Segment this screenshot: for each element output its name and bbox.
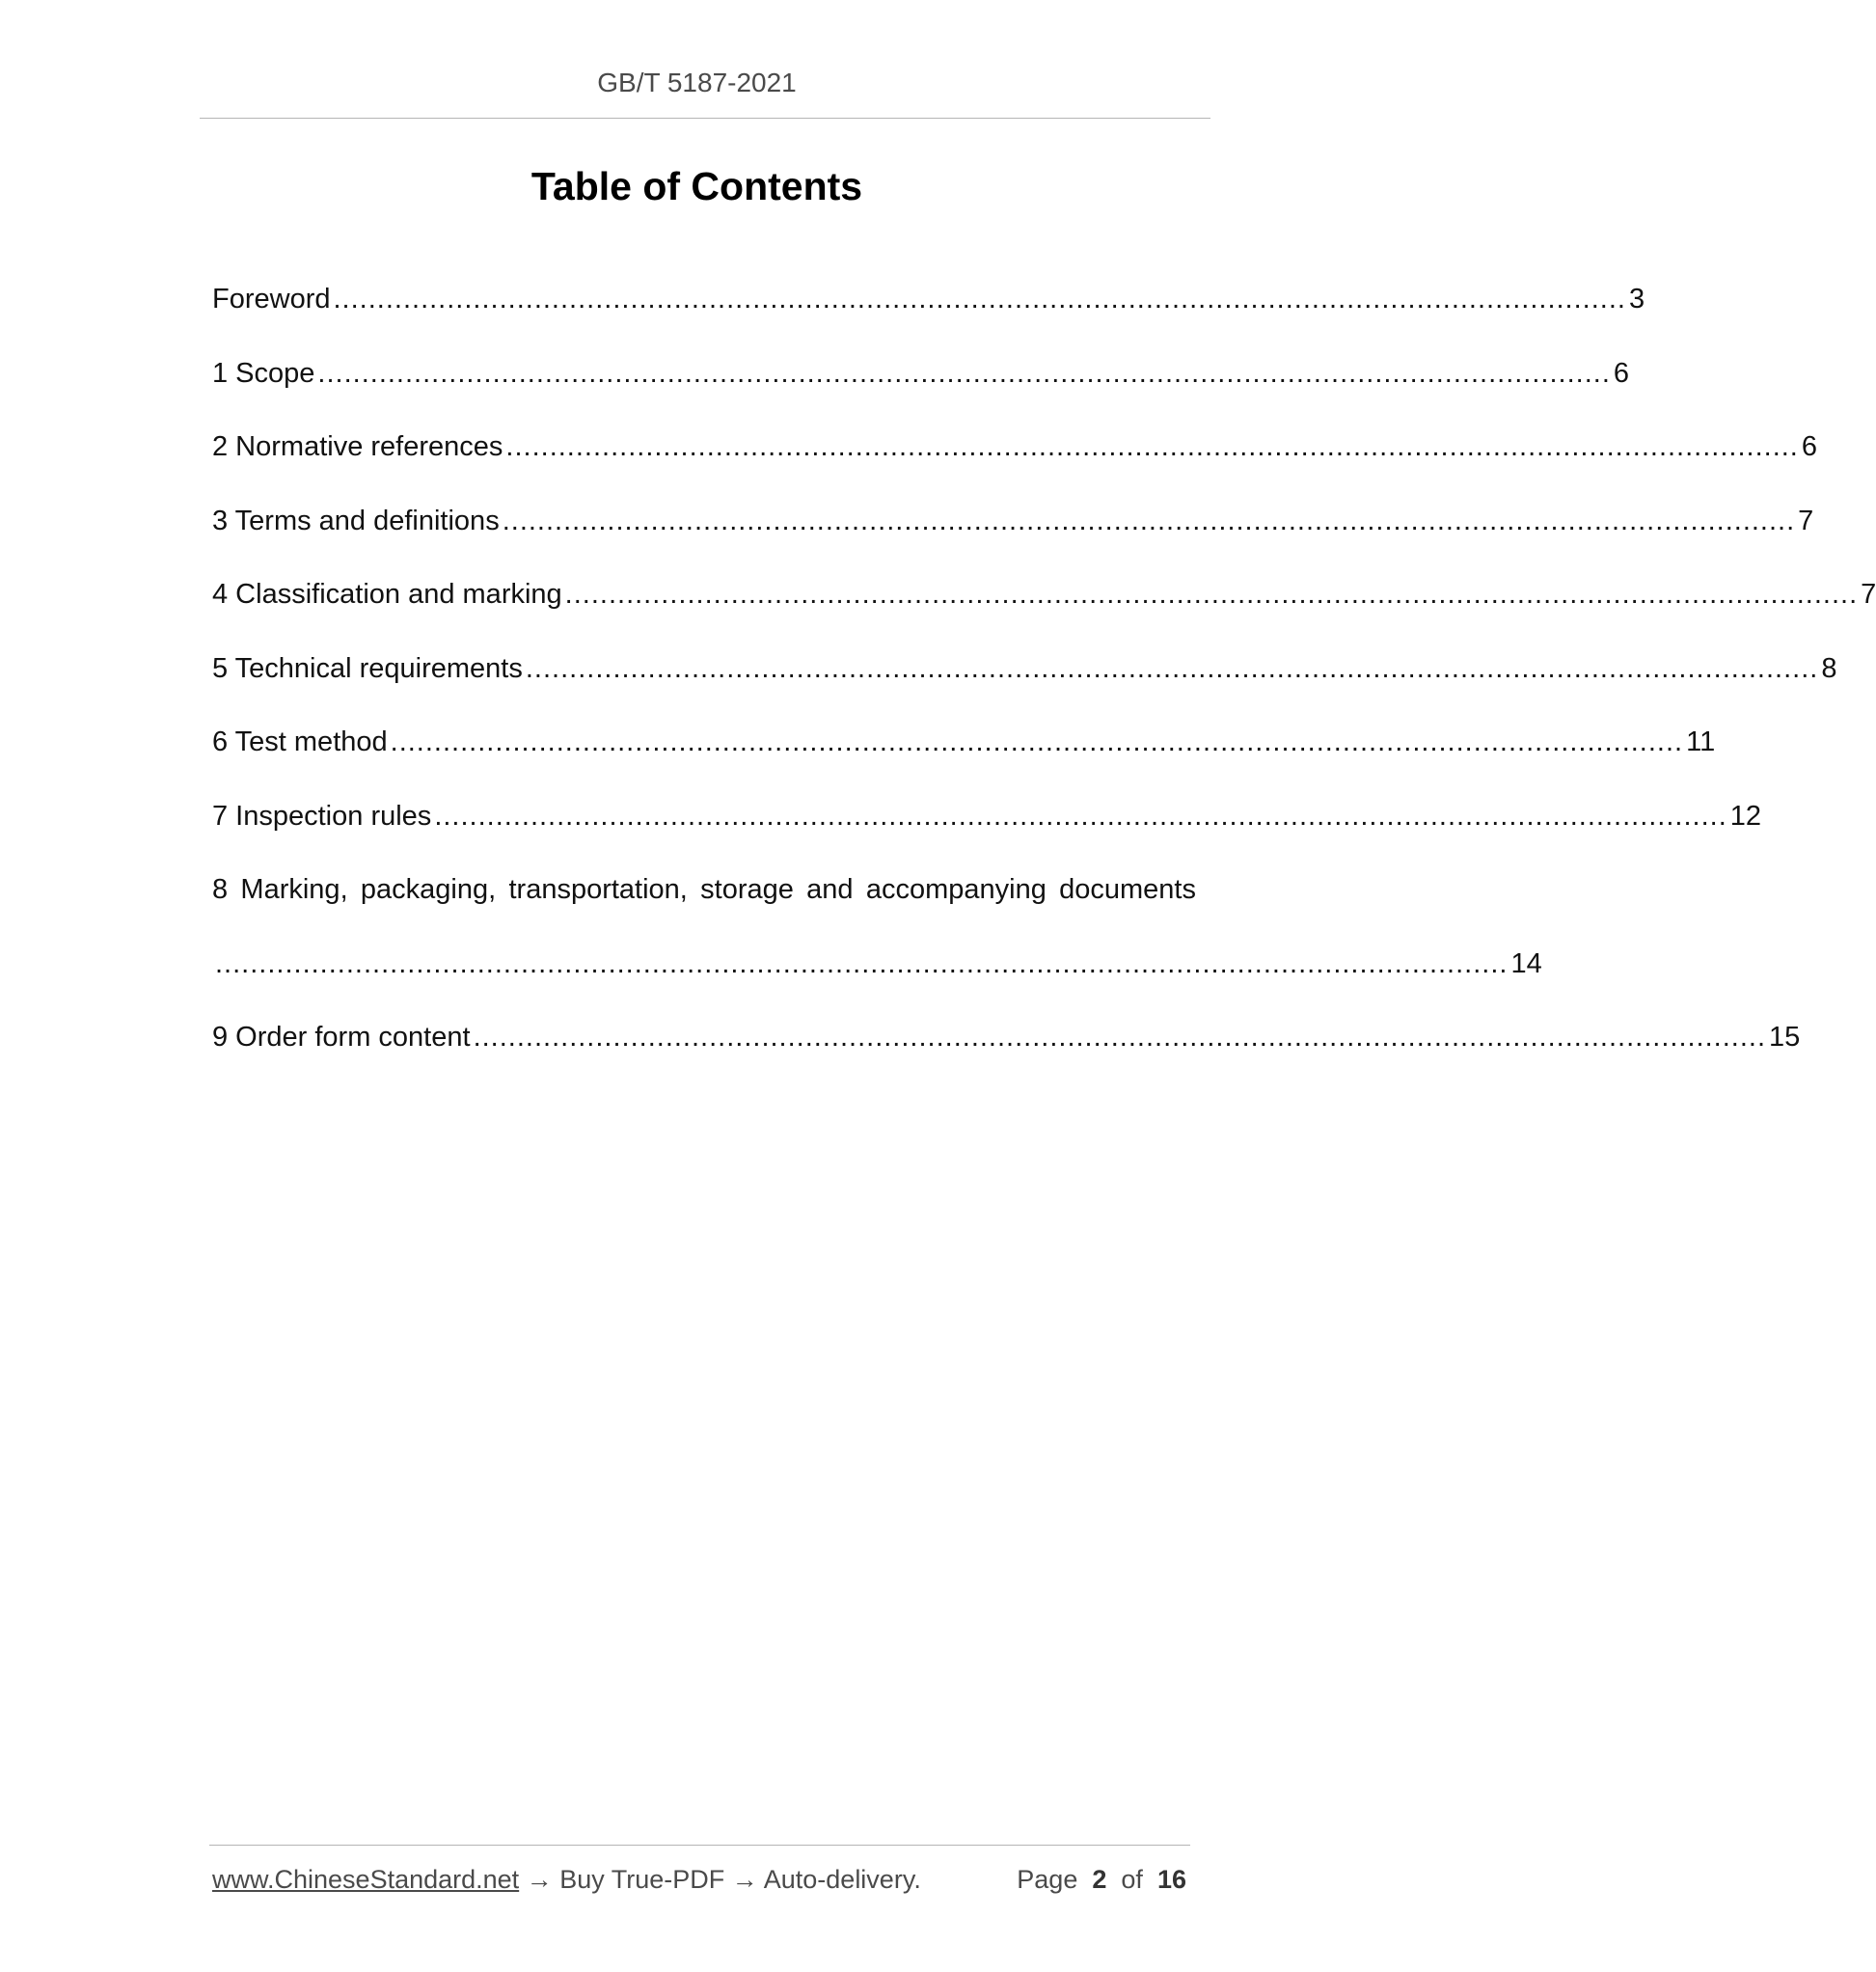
toc-title: Table of Contents <box>530 164 863 208</box>
dot-leader: .................................................................................................................................................... <box>502 505 1796 536</box>
current-page: 2 <box>1092 1865 1107 1894</box>
toc-entry-page: 6 <box>1613 357 1630 389</box>
toc-entry-page: 8 <box>1821 652 1837 684</box>
dot-leader: .................................................................................................................................................... <box>505 431 1799 462</box>
of-word: of <box>1121 1865 1143 1894</box>
toc-entry-test-method[interactable] <box>212 723 1716 797</box>
toc-entry-page: 14 <box>1510 947 1542 979</box>
header-divider <box>200 118 1210 119</box>
toc-entry-label: 5 Technical requirements <box>212 652 523 684</box>
toc-entry-label: 4 Classification and marking <box>212 579 562 610</box>
dot-leader: .................................................................................................................................................... <box>564 579 1859 610</box>
dot-leader: .................................................................................................................................................... <box>434 800 1727 832</box>
toc-entry-label: Foreword <box>212 284 331 315</box>
dot-leader: .................................................................................................................................................... <box>333 284 1626 315</box>
toc-entry-label: 1 Scope <box>212 357 315 389</box>
toc-entry-page: 6 <box>1801 431 1818 462</box>
document-code-header: GB/T 5187-2021 <box>597 68 797 97</box>
dot-leader: .................................................................................................................................................... <box>317 357 1611 389</box>
toc-entry-scope[interactable] <box>212 354 1630 428</box>
toc-entry-technical-requirements[interactable] <box>212 649 1837 724</box>
site-link[interactable]: www.ChineseStandard.net <box>212 1865 520 1894</box>
toc-entry-page: 7 <box>1861 579 1876 610</box>
toc-entry-normative-references[interactable] <box>212 427 1818 502</box>
promo-text: → Buy True-PDF → Auto-delivery. <box>519 1865 921 1894</box>
toc-entry-foreword[interactable] <box>212 280 1645 354</box>
toc-entry-label: 6 Test method <box>212 726 388 757</box>
total-pages: 16 <box>1156 1865 1186 1894</box>
toc-entry-page: 7 <box>1798 505 1814 536</box>
toc-entry-page: 15 <box>1769 1022 1801 1053</box>
toc-entry-page: 11 <box>1686 726 1716 757</box>
toc-entry-label: 9 Order form content <box>212 1022 471 1053</box>
toc-entry-label: 7 Inspection rules <box>212 800 432 832</box>
toc-entry-label: 2 Normative references <box>212 431 503 462</box>
page-number <box>1017 1865 1186 1895</box>
dot-leader: .................................................................................................................................................... <box>390 726 1684 757</box>
toc-entry-page: 3 <box>1628 284 1645 315</box>
toc-entry-terms-and-definitions[interactable] <box>212 502 1814 576</box>
toc-entry-inspection-rules[interactable] <box>212 797 1762 871</box>
toc-entry-order-form-content[interactable] <box>212 1018 1801 1092</box>
dot-leader: .................................................................................................................................................... <box>525 652 1819 684</box>
page-word: Page <box>1017 1865 1078 1894</box>
dot-leader: .................................................................................................................................................... <box>215 947 1509 979</box>
page-footer <box>212 1865 1186 1895</box>
toc-entry-page: 12 <box>1729 800 1762 832</box>
toc-entry-continuation <box>212 945 1542 1019</box>
footer-promo <box>212 1865 921 1895</box>
toc-entry-label: 3 Terms and definitions <box>212 505 500 536</box>
toc-entry-label: 8 Marking, packaging, transportation, storage and accompanying documents <box>212 874 1196 905</box>
toc-entry-classification-and-marking[interactable] <box>212 575 1876 649</box>
table-of-contents <box>212 280 1876 1092</box>
dot-leader: .................................................................................................................................................... <box>473 1022 1767 1053</box>
toc-entry-marking-packaging[interactable] <box>212 870 1542 1018</box>
footer-divider <box>209 1845 1190 1846</box>
